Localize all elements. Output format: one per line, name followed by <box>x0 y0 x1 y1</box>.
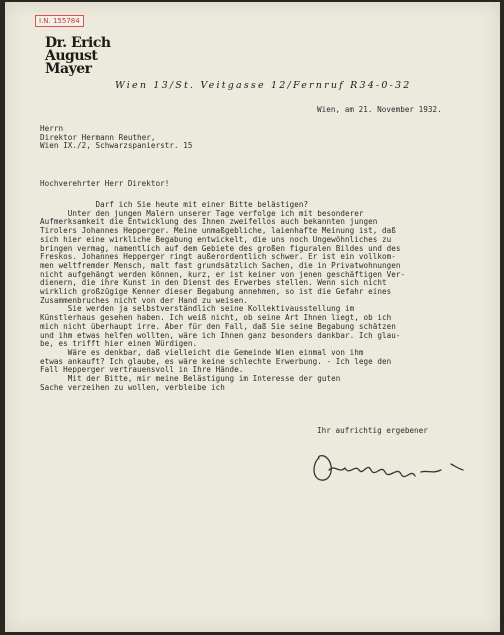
body-line: Sie werden ja selbstverständlich seine Kollektivausstellung im <box>40 304 355 314</box>
body-line: be, es trifft hier einen Würdigen. <box>40 339 198 349</box>
body-line: Tirolers Johannes Hepperger. Meine unmaßgebliche, laienhafte Meinung ist, daß <box>40 226 396 236</box>
body-line: dienern, die ihre Kunst in den Dienst des Erwerbes stellen. Wenn sich nicht <box>40 278 387 288</box>
logo-line: Dr. Erich <box>45 35 111 51</box>
closing-phrase: Ihr aufrichtig ergebener <box>317 426 428 435</box>
salutation: Hochverehrter Herr Direktor! <box>40 179 170 188</box>
body-line: nicht aufgehängt werden können, kurz, er ist keiner von jenen geschäftigen Ver- <box>40 269 406 279</box>
logo <box>45 37 111 76</box>
body-line: etwas ankauft? Ich glaube, es wäre keine schlechte Erwerbung. - Ich lege den <box>40 356 392 366</box>
body-line: Sache verzeihen zu wollen, verbleibe ich <box>40 382 225 392</box>
body-line: sich hier eine wirkliche Begabung entwickelt, die uns noch Ungewöhnliches zu <box>40 234 392 244</box>
body-line: men weltfremder Mensch, malt fast grundsätzlich Sachen, die in Privatwohnungen <box>40 260 401 270</box>
recipient-line: Wien IX./2, Schwarzspanierstr. 15 <box>40 141 193 151</box>
body-line: und ihm etwas helfen wollten, wäre ich Ihnen ganz besonders dankbar. Ich glau- <box>40 330 401 340</box>
letter-date: Wien, am 21. November 1932. <box>317 105 442 114</box>
archive-stamp: I.N. 155784 <box>35 15 84 27</box>
body-line: Fall Hepperger vertrauensvoll in Ihre Hände. <box>40 365 244 375</box>
body-line: mich nicht überhaupt irre. Aber für den Fall, daß Sie seine Begabung schätzen <box>40 321 396 331</box>
body-line: bringen vermag, namentlich auf dem Gebiete des großen figuralen Bildes und des <box>40 243 401 253</box>
letter-body <box>40 201 405 392</box>
body-line: Darf ich Sie heute mit einer Bitte belästigen? <box>40 200 309 209</box>
logo-line: Mayer <box>45 61 92 77</box>
body-line: Unter den jungen Malern unserer Tage verfolge ich mit besonderer <box>40 208 364 218</box>
logo-line: August <box>45 48 98 64</box>
letterhead-address: Wien 13/St. Veitgasse 12/Fernruf R34-0-32 <box>115 80 412 91</box>
body-line: Aufmerksamkeit die Entwicklung des Ihnen zweifellos auch bekannten jungen <box>40 217 378 227</box>
body-line: wirklich großzügige Kenner dieser Begabung annehmen, so ist die Gefahr eines <box>40 287 392 297</box>
body-line: Zusammenbruches nicht von der Hand zu weisen. <box>40 295 248 305</box>
letter-sheet <box>5 2 500 632</box>
recipient-line: Direktor Hermann Reuther, <box>40 132 156 142</box>
body-line: Wäre es denkbar, daß vielleicht die Gemeinde Wien einmal von ihm <box>40 347 364 357</box>
body-line: Freskos. Johannes Hepperger ringt außerordentlich schwer. Er ist ein vollkom- <box>40 252 396 262</box>
recipient-address <box>40 125 193 151</box>
recipient-line: Herrn <box>40 124 64 133</box>
body-line: Künstlerhaus gesehen haben. Ich weiß nicht, ob seine Art Ihnen liegt, ob ich <box>40 313 392 323</box>
handwritten-signature <box>301 440 471 490</box>
body-line: Mit der Bitte, mir meine Belästigung im Interesse der guten <box>40 374 341 384</box>
